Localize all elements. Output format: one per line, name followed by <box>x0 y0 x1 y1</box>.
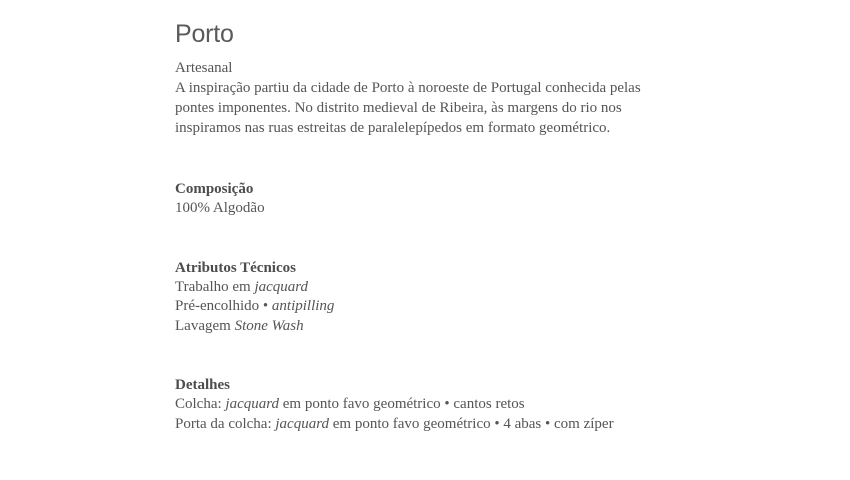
technical-attribute-text: Lavagem <box>175 317 235 334</box>
technical-attribute-text: Trabalho em <box>175 278 255 295</box>
product-subtitle: Artesanal <box>175 60 233 76</box>
composition-value: 100% Algodão <box>175 200 265 216</box>
detail-text: Porta da colcha: <box>175 415 276 432</box>
detail-emphasis: jacquard <box>225 396 280 412</box>
technical-attributes-section <box>175 259 655 337</box>
detail-text: em ponto favo geométrico • 4 abas • com zíper <box>329 415 614 432</box>
detail-bedspread <box>175 395 655 415</box>
technical-attribute-emphasis: antipilling <box>271 298 335 314</box>
product-description: A inspiração partiu da cidade de Porto à noroeste de Portugal conhecida pelas pontes imponentes. No distrito medieval de Ribeira, às margens do rio nos inspiramos nas ruas estreitas de paralelepípedos em formato geométrico. <box>175 80 641 136</box>
composition-section <box>175 180 655 219</box>
detail-text: Colcha: <box>175 396 226 412</box>
detail-text: em ponto favo geométrico • cantos retos <box>279 396 525 412</box>
detail-bedspread-cover <box>175 415 655 435</box>
technical-attribute-text: Pré-encolhido • <box>175 298 272 314</box>
technical-attribute-preshrunk <box>175 297 655 317</box>
product-title: Porto <box>175 20 234 48</box>
details-title: Detalhes <box>175 377 230 393</box>
details-section <box>175 376 655 434</box>
detail-emphasis: jacquard <box>275 415 329 432</box>
technical-attribute-emphasis: Stone Wash <box>234 317 304 334</box>
product-info <box>175 18 655 434</box>
technical-attributes-title: Atributos Técnicos <box>175 259 296 276</box>
technical-attribute-jacquard <box>175 278 655 298</box>
technical-attribute-emphasis: jacquard <box>254 278 309 295</box>
composition-title: Composição <box>175 181 254 197</box>
technical-attribute-wash <box>175 317 655 337</box>
